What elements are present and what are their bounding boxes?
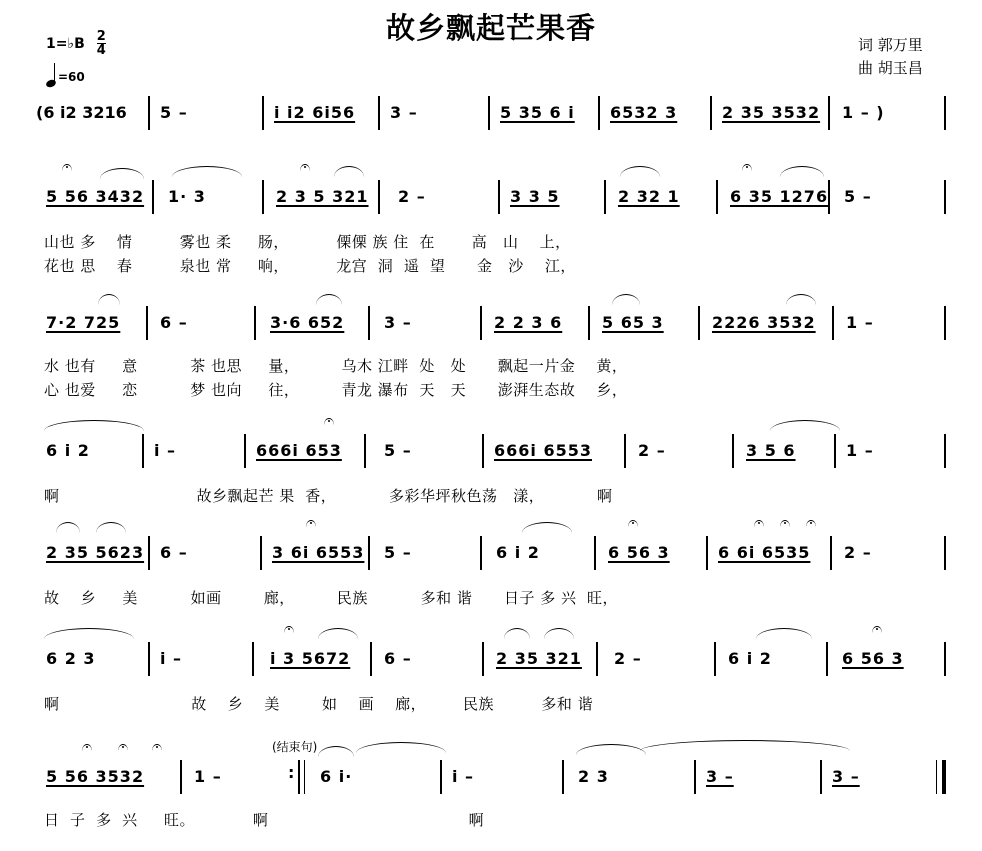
time-signature-bottom: 4 (96, 43, 106, 58)
final-barline (942, 760, 946, 794)
lyric-line: 啊 故乡飘起芒 果 香， 多彩华坪秋色荡 漾， 啊 (44, 487, 613, 505)
staff-6-bar-2: i – (160, 649, 183, 668)
staff-2-bar-7: 6 35 1276 (730, 187, 829, 206)
barline (482, 642, 484, 676)
staff-7-bar-4: i – (452, 767, 475, 786)
staff-6-bar-8: 6 56 3 (842, 649, 904, 668)
staff-4-bar-4: 5 – (384, 441, 412, 460)
key-tempo-block (46, 30, 106, 87)
tempo-value: =60 (58, 70, 85, 84)
fermata-icon (62, 164, 72, 171)
slur-icon (770, 420, 840, 431)
slur-icon (640, 740, 850, 751)
staff-3-bar-6: 5 65 3 (602, 313, 664, 332)
barline (624, 434, 626, 468)
barline (828, 180, 830, 214)
slur-icon (318, 746, 354, 757)
fermata-icon (754, 520, 764, 527)
barline (944, 434, 946, 468)
barline (498, 180, 500, 214)
barline (832, 306, 834, 340)
barline (820, 760, 822, 794)
staff-1 (34, 96, 948, 130)
lyric-line: 心 也爱 恋 梦 也向 往， 青龙 瀑布 天 天 澎湃生态故 乡， (44, 381, 628, 399)
slur-icon (576, 744, 646, 755)
slur-icon (522, 522, 572, 533)
staff-3-bar-3: 3·6 652 (270, 313, 345, 332)
staff-6-bar-7: 6 i 2 (728, 649, 772, 668)
repeat-dots: : (288, 763, 295, 782)
lyric-line: 日 子 多 兴 旺。 啊 啊 (44, 811, 485, 829)
staff-3 (34, 306, 948, 340)
staff-1-bar-6: 6532 3 (610, 103, 678, 122)
slur-icon (334, 166, 364, 177)
staff-2-bar-5: 3 3 5 (510, 187, 560, 206)
staff-7-bar-6: 3 – (706, 767, 734, 786)
barline (148, 96, 150, 130)
fermata-icon (300, 164, 310, 171)
song-title: 故乡飘起芒果香 (385, 11, 596, 45)
ending-annotation: (结束句) (272, 740, 318, 754)
barline (562, 760, 564, 794)
tempo-line (46, 63, 106, 87)
barline (148, 536, 150, 570)
staff-7-bar-5: 2 3 (578, 767, 609, 786)
staff-7-bar-3: 6 i· (320, 767, 353, 786)
staff-4-bar-5: 666i 6553 (494, 441, 592, 460)
credits (858, 34, 923, 80)
barline (594, 536, 596, 570)
slur-icon (356, 742, 446, 753)
staff-2-bar-2: 1· 3 (168, 187, 206, 206)
barline (440, 760, 442, 794)
staff-3-bar-7: 2226 3532 (712, 313, 816, 332)
staff-6 (34, 642, 948, 676)
lyric-line: 啊 故 乡 美 如 画 廊， 民族 多和 谐 (44, 695, 594, 713)
barline (826, 642, 828, 676)
staff-4 (34, 434, 948, 468)
fermata-icon (118, 744, 128, 751)
slur-icon (44, 628, 134, 639)
barline (588, 306, 590, 340)
barline (830, 536, 832, 570)
staff-3-bar-5: 2 2 3 6 (494, 313, 563, 332)
fermata-icon (628, 520, 638, 527)
fermata-icon (324, 418, 334, 425)
staff-5-bar-5: 6 i 2 (496, 543, 540, 562)
key-signature: 1=♭B (46, 35, 85, 52)
lyric-line: 水 也有 意 茶 也思 量， 乌木 江畔 处 处 飘起一片金 黄， (44, 357, 628, 375)
fermata-icon (152, 744, 162, 751)
slur-icon (56, 522, 80, 533)
slur-icon (780, 166, 824, 177)
barline (698, 306, 700, 340)
slur-icon (318, 628, 358, 639)
staff-6-bar-3: i 3 5672 (270, 649, 351, 668)
staff-5-bar-8: 2 – (844, 543, 872, 562)
lyric-line: 花也 思 春 泉也 常 响， 龙宫 洞 遥 望 金 沙 江， (44, 257, 576, 275)
staff-5-bar-7: 6 6i 6535 (718, 543, 811, 562)
fermata-icon (284, 626, 294, 633)
staff-7-bar-7: 3 – (832, 767, 860, 786)
staff-4-bar-7: 3 5 6 (746, 441, 796, 460)
barline (368, 536, 370, 570)
staff-2-bar-4: 2 – (398, 187, 426, 206)
fermata-icon (780, 520, 790, 527)
slur-icon (316, 294, 342, 305)
barline (732, 434, 734, 468)
staff-5-bar-3: 3 6i 6553 (272, 543, 365, 562)
staff-4-bar-1: 6 i 2 (46, 441, 90, 460)
slur-icon (172, 166, 242, 177)
staff-1-bar-8: 1 – ) (842, 103, 885, 122)
staff-4-bar-3: 666i 653 (256, 441, 342, 460)
barline (944, 536, 946, 570)
barline (936, 760, 937, 794)
staff-2-bar-6: 2 32 1 (618, 187, 680, 206)
barline (944, 96, 946, 130)
barline (244, 434, 246, 468)
barline (368, 306, 370, 340)
barline (716, 180, 718, 214)
lyric-line: 山也 多 情 雾也 柔 肠， 傈傈 族 住 在 高 山 上， (44, 233, 571, 251)
time-signature-top: 2 (96, 29, 106, 44)
barline (146, 306, 148, 340)
staff-6-bar-6: 2 – (614, 649, 642, 668)
slur-icon (544, 628, 574, 639)
barline (596, 642, 598, 676)
slur-icon (504, 628, 530, 639)
slur-icon (612, 294, 640, 305)
staff-7-bar-2: 1 – (194, 767, 222, 786)
staff-3-bar-4: 3 – (384, 313, 412, 332)
staff-1-bar-5: 5 35 6 i (500, 103, 575, 122)
barline (152, 180, 154, 214)
barline (378, 96, 380, 130)
slur-icon (756, 628, 812, 639)
barline (710, 96, 712, 130)
staff-5-bar-1: 2 35 5623 (46, 543, 145, 562)
slur-icon (98, 294, 120, 305)
slur-icon (620, 166, 660, 177)
barline (148, 642, 150, 676)
staff-2-bar-8: 5 – (844, 187, 872, 206)
staff-4-bar-8: 1 – (846, 441, 874, 460)
staff-1-bar-1: (6 i2 3216 (36, 103, 127, 122)
barline (944, 642, 946, 676)
staff-1-bar-2: 5 – (160, 103, 188, 122)
staff-5-bar-4: 5 – (384, 543, 412, 562)
staff-3-bar-2: 6 – (160, 313, 188, 332)
fermata-icon (872, 626, 882, 633)
time-signature (97, 30, 106, 57)
staff-4-bar-6: 2 – (638, 441, 666, 460)
barline (260, 536, 262, 570)
staff-6-bar-5: 2 35 321 (496, 649, 582, 668)
fermata-icon (306, 520, 316, 527)
barline (180, 760, 182, 794)
staff-6-bar-4: 6 – (384, 649, 412, 668)
barline (482, 434, 484, 468)
staff-6-bar-1: 6 2 3 (46, 649, 96, 668)
barline (364, 434, 366, 468)
staff-3-bar-1: 7·2 725 (46, 313, 121, 332)
barline (298, 760, 300, 794)
staff-4-bar-2: i – (154, 441, 177, 460)
staff-1-bar-3: i i2 6i56 (274, 103, 356, 122)
lyric-line: 故 乡 美 如画 廊， 民族 多和 谐 日子 多 兴 旺， (44, 589, 619, 607)
lyricist: 词 郭万里 (858, 36, 923, 54)
key-line (46, 30, 106, 57)
barline (262, 180, 264, 214)
slur-icon (100, 168, 144, 179)
barline (714, 642, 716, 676)
barline (480, 536, 482, 570)
barline (304, 760, 305, 794)
fermata-icon (806, 520, 816, 527)
staff-2-bar-1: 5 56 3432 (46, 187, 145, 206)
staff-7 (34, 760, 948, 794)
barline (828, 96, 830, 130)
staff-1-bar-4: 3 – (390, 103, 418, 122)
slur-icon (786, 294, 816, 305)
staff-1-bar-7: 2 35 3532 (722, 103, 821, 122)
barline (604, 180, 606, 214)
staff-3-bar-8: 1 – (846, 313, 874, 332)
barline (480, 306, 482, 340)
staff-2-bar-3: 2 3 5 321 (276, 187, 369, 206)
barline (142, 434, 144, 468)
quarter-note-icon (46, 63, 56, 87)
staff-5-bar-2: 6 – (160, 543, 188, 562)
slur-icon (96, 522, 126, 533)
barline (252, 642, 254, 676)
barline (944, 306, 946, 340)
staff-5 (34, 536, 948, 570)
staff-2 (34, 180, 948, 214)
barline (378, 180, 380, 214)
barline (598, 96, 600, 130)
barline (694, 760, 696, 794)
staff-7-bar-1: 5 56 3532 (46, 767, 145, 786)
barline (488, 96, 490, 130)
fermata-icon (742, 164, 752, 171)
slur-icon (44, 420, 144, 431)
staff-5-bar-6: 6 56 3 (608, 543, 670, 562)
composer: 曲 胡玉昌 (858, 59, 923, 77)
barline (706, 536, 708, 570)
barline (262, 96, 264, 130)
barline (944, 180, 946, 214)
barline (370, 642, 372, 676)
barline (254, 306, 256, 340)
fermata-icon (82, 744, 92, 751)
barline (834, 434, 836, 468)
